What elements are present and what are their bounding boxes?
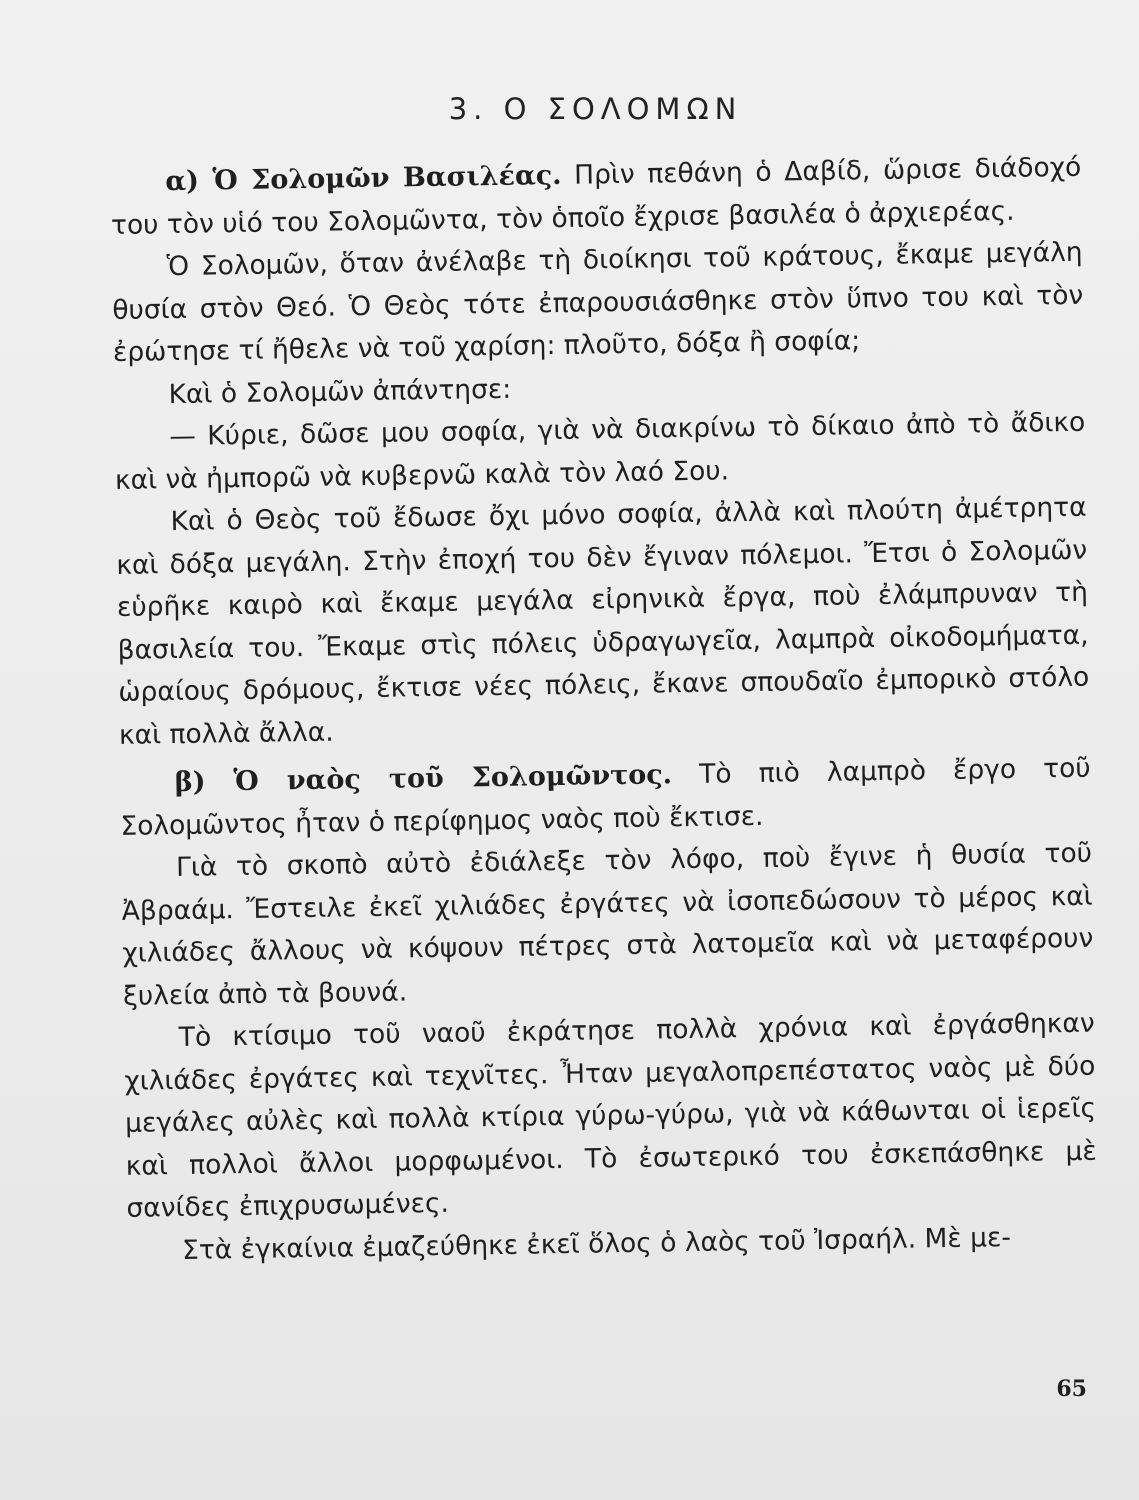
paragraph-b4: Στὰ ἐγκαίνια ἐμαζεύθηκε ἐκεῖ ὅλος ὁ λαὸς τοῦ Ἰσραήλ. Μὲ με-	[181, 1221, 1012, 1266]
page-text	[110, 147, 1098, 1273]
paragraph-a3: Καὶ ὁ Σολομῶν ἀπάντησε:	[168, 373, 512, 410]
chapter-title: 3. Ο ΣΟΛΟΜΩΝ	[448, 92, 743, 126]
page-number: 65	[1056, 1376, 1087, 1402]
paragraph-b2: Γιὰ τὸ σκοπὸ αὐτὸ ἐδιάλεξε τὸν λόφο, ποὺ ἔγινε ἡ θυσία τοῦ Ἀβραάμ. Ἔστειλε ἐκεῖ χιλιάδες ἐργάτες νὰ ἰσοπεδώσουν τὸ μέρος καὶ χιλιάδες ἄλλους νὰ κόψουν πέτρες στὰ λατομεῖα καὶ νὰ μεταφέρουν ξυλεία ἀπὸ τὰ βουνά.	[121, 837, 1094, 1012]
paragraph-a1-text: Πρὶν πεθάνη ὁ Δαβίδ, ὥρισε διάδοχό του τὸν υἱό του Σολομῶντα, τὸν ὁποῖο ἔχρισε βασιλέα ὁ ἀρχιερέας.	[110, 151, 1082, 241]
paragraph-a4: — Κύριε, δῶσε μου σοφία, γιὰ νὰ διακρίνω τὸ δίκαιο ἀπὸ τὸ ἄδικο καὶ νὰ ἠμπορῶ νὰ κυβερνῶ καλὰ τὸν λαό Σου.	[114, 406, 1086, 496]
paragraph-a1	[110, 147, 1082, 247]
paragraph-b1-text: Τὸ πιὸ λαμπρὸ ἔργο τοῦ Σολομῶντος ἦταν ὁ περίφημος ναὸς ποὺ ἔκτισε.	[120, 752, 1091, 842]
paragraph-a5: Καὶ ὁ Θεὸς τοῦ ἔδωσε ὄχι μόνο σοφία, ἀλλὰ καὶ πλούτη ἀμέτρητα καὶ δόξα μεγάλη. Στὴν ἐποχή του δὲν ἔγιναν πόλεμοι. Ἔτσι ὁ Σολομῶν εὑρῆκε καιρὸ καὶ ἔκαμε μεγάλα εἰρηνικὰ ἔργα, ποὺ ἐλάμπρυναν τὴ βασιλεία του. Ἔκαμε στὶς πόλεις ὑδραγωγεῖα, λαμπρὰ οἰκοδομήματα, ὡραίους δρόμους, ἔκτισε νέες πόλεις, ἔκανε σπουδαῖο ἐμπορικὸ στόλο καὶ πολλὰ ἄλλα.	[116, 491, 1090, 751]
paragraph-b3: Τὸ κτίσιμο τοῦ ναοῦ ἐκράτησε πολλὰ χρόνια καὶ ἐργάσθηκαν χιλιάδες ἐργάτες καὶ τεχνῖτες. Ἦταν μεγαλοπρεπέστατος ναὸς μὲ δύο μεγάλες αὐλὲς καὶ πολλὰ κτίρια γύρω-γύρω, γιὰ νὰ κάθωνται οἱ ἱερεῖς καὶ πολλοὶ ἄλλοι μορφωμένοι. Τὸ ἐσωτερικό του ἐσκεπάσθηκε μὲ σανίδες ἐπιχρυσωμένες.	[124, 1007, 1097, 1224]
section-a-heading: α) Ὁ Σολομῶν Βασιλέας.	[165, 159, 562, 198]
section-b-heading: β) Ὁ ναὸς τοῦ Σολομῶντος.	[174, 759, 673, 799]
paragraph-a2: Ὁ Σολομῶν, ὅταν ἀνέλαβε τὴ διοίκησι τοῦ κράτους, ἔκαμε μεγάλη θυσία στὸν Θεό. Ὁ Θεὸς τότε ἐπαρουσιάσθηκε στὸν ὕπνο του καὶ τὸν ἐρώτησε τί ἤθελε νὰ τοῦ χαρίση: πλοῦτο, δόξα ἢ σοφία;	[112, 236, 1084, 368]
paragraph-b1	[119, 748, 1091, 848]
